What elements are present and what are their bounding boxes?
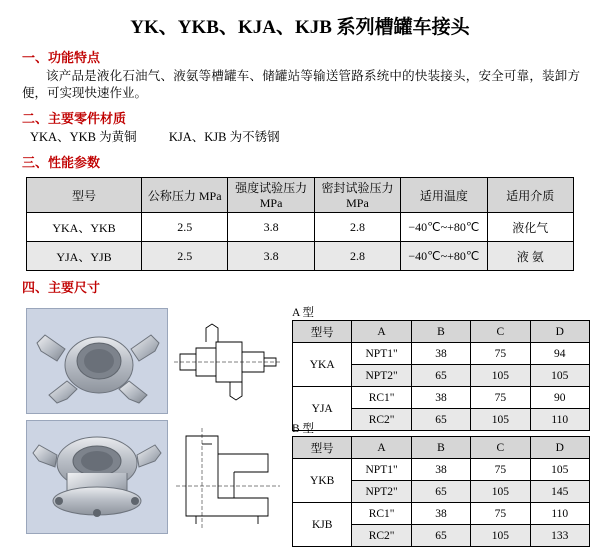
cell-b: 65 [411,525,470,547]
product-photo-type-a [26,308,168,414]
drawing-a-graphic [172,308,284,412]
cell-model: YKA、YKB [27,213,142,242]
table-header-row [293,321,590,343]
col-header-seal-test-pressure: 密封试验压力 MPa [314,178,400,213]
cell-b: 38 [411,343,470,365]
section-heading-materials: 二、主要零件材质 [22,111,127,126]
photo-a-graphic [27,309,167,413]
document-page [0,12,600,542]
cell-d: 105 [530,365,589,387]
cell-a: RC1" [352,503,411,525]
table-header-row [27,178,574,213]
cell-c: 105 [471,525,530,547]
line-drawing-type-b [172,420,284,532]
materials-left-text: YKA、YKB 为黄铜 [30,130,137,144]
col-header-b: B [411,321,470,343]
col-header-model: 型号 [293,321,352,343]
cell-strength-test-pressure: 3.8 [228,242,314,271]
materials-line [30,129,580,146]
cell-a: NPT2" [352,481,411,503]
cell-a: RC1" [352,387,411,409]
cell-c: 105 [471,409,530,431]
col-header-a: A [352,437,411,459]
table-row [293,503,590,525]
table-row [27,213,574,242]
features-body-text: 该产品是液化石油气、液氨等槽罐车、储罐站等输送管路系统中的快装接头，安全可靠，装卸方便，可实现快速作业。 [22,69,580,100]
cell-b: 38 [411,387,470,409]
cell-a: RC2" [352,525,411,547]
table-row [293,459,590,481]
col-header-model: 型号 [293,437,352,459]
cell-temperature: −40℃~+80℃ [401,213,487,242]
cell-a: NPT2" [352,365,411,387]
cell-temperature: −40℃~+80℃ [401,242,487,271]
table-header-row [293,437,590,459]
col-header-nominal-pressure: 公称压力 MPa [142,178,228,213]
col-header-d: D [530,437,589,459]
dimension-table-a [292,320,590,431]
cell-c: 105 [471,481,530,503]
cell-b: 65 [411,409,470,431]
cell-b: 65 [411,481,470,503]
dimension-table-b [292,436,590,547]
cell-c: 75 [471,387,530,409]
page-title: YK、YKB、KJA、KJB 系列槽罐车接头 [130,17,470,38]
cell-model: YJA、YJB [27,242,142,271]
cell-d: 105 [530,459,589,481]
col-header-a: A [352,321,411,343]
cell-nominal-pressure: 2.5 [142,242,228,271]
drawing-b-graphic [172,420,284,532]
col-header-d: D [530,321,589,343]
cell-d: 94 [530,343,589,365]
cell-c: 75 [471,503,530,525]
col-header-c: C [471,437,530,459]
col-header-temperature: 适用温度 [401,178,487,213]
cell-medium: 液 氨 [487,242,573,271]
col-header-c: C [471,321,530,343]
section-heading-performance: 三、性能参数 [22,155,101,170]
cell-a: NPT1" [352,459,411,481]
cell-c: 105 [471,365,530,387]
cell-model: YKB [293,459,352,503]
cell-b: 65 [411,365,470,387]
cell-c: 75 [471,343,530,365]
product-photo-type-b [26,420,168,534]
col-header-model: 型号 [27,178,142,213]
cell-d: 110 [530,409,589,431]
section-heading-features: 一、功能特点 [22,50,101,65]
cell-d: 145 [530,481,589,503]
performance-table [26,177,574,271]
table-row [293,343,590,365]
photo-b-graphic [27,421,167,533]
table-row [27,242,574,271]
materials-right-text: KJA、KJB 为不锈钢 [168,130,280,144]
type-a-label: A 型 [292,307,315,319]
cell-nominal-pressure: 2.5 [142,213,228,242]
cell-d: 90 [530,387,589,409]
cell-b: 38 [411,459,470,481]
cell-a: NPT1" [352,343,411,365]
col-header-strength-test-pressure: 强度试验压力 MPa [228,178,314,213]
section-heading-dimensions: 四、主要尺寸 [22,280,101,295]
cell-medium: 液化气 [487,213,573,242]
line-drawing-type-a [172,308,284,412]
cell-model: YJA [293,387,352,431]
col-header-b: B [411,437,470,459]
cell-a: RC2" [352,409,411,431]
type-b-label: B 型 [292,423,315,435]
table-row [293,387,590,409]
cell-seal-test-pressure: 2.8 [314,242,400,271]
dimensions-area [0,302,600,546]
cell-c: 75 [471,459,530,481]
cell-b: 38 [411,503,470,525]
col-header-medium: 适用介质 [487,178,573,213]
cell-d: 133 [530,525,589,547]
cell-strength-test-pressure: 3.8 [228,213,314,242]
cell-model: KJB [293,503,352,547]
cell-model: YKA [293,343,352,387]
cell-d: 110 [530,503,589,525]
cell-seal-test-pressure: 2.8 [314,213,400,242]
